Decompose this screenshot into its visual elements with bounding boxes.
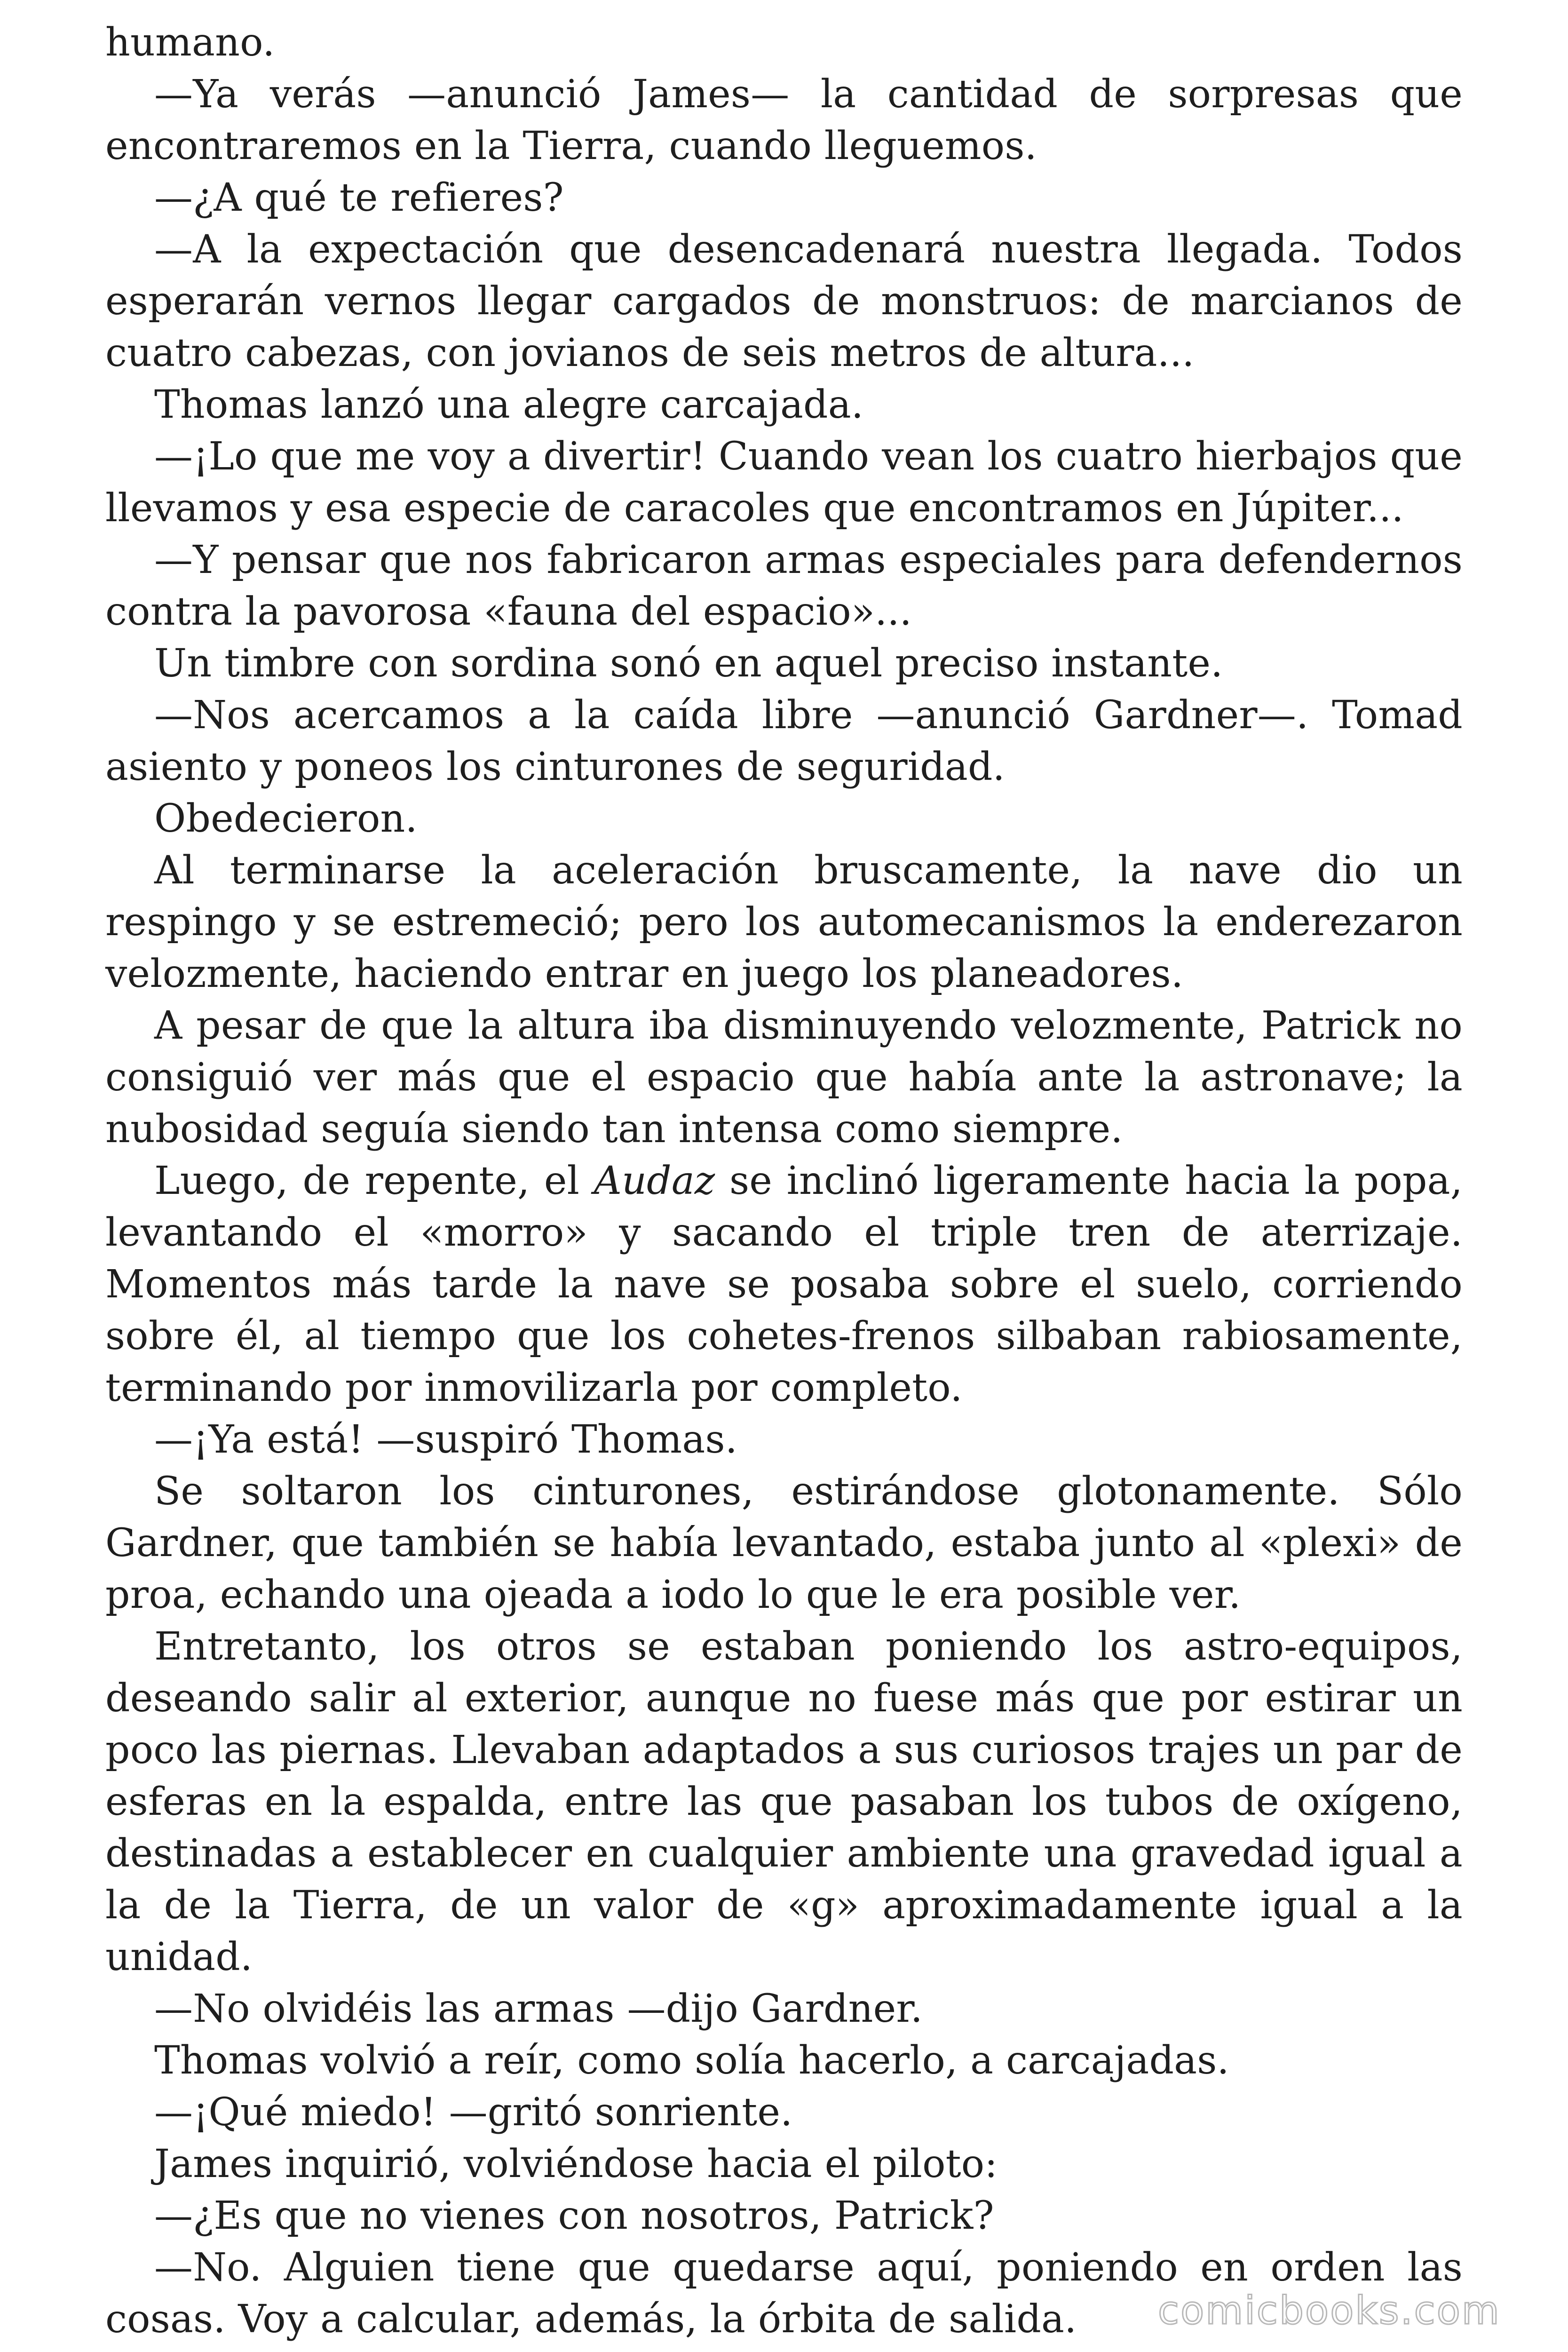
paragraph: —Y pensar que nos fabricaron armas especiales para defendernos contra la pavorosa «fauna del espacio»... bbox=[105, 538, 1463, 634]
paragraph: Un timbre con sordina sonó en aquel preciso instante. bbox=[154, 641, 1223, 686]
paragraph: —¿A qué te refieres? bbox=[154, 175, 564, 220]
paragraph: —Ya verás —anunció James— la cantidad de sorpresas que encontraremos en la Tierra, cuando lleguemos. bbox=[105, 72, 1463, 168]
paragraph: —No. Alguien tiene que quedarse aquí, poniendo en orden las cosas. Voy a calcular, además, la órbita de salida. bbox=[105, 2245, 1463, 2342]
paragraph: Thomas lanzó una alegre carcajada. bbox=[154, 382, 864, 427]
paragraph: A pesar de que la altura iba disminuyendo velozmente, Patrick no consiguió ver más que el espacio que había ante la astronave; la nubosidad seguía siendo tan intensa como siempre. bbox=[105, 1003, 1463, 1152]
paragraph: James inquirió, volviéndose hacia el piloto: bbox=[154, 2142, 998, 2186]
paragraph: Thomas volvió a reír, como solía hacerlo, a carcajadas. bbox=[154, 2038, 1229, 2083]
paragraph: —¡Ya está! —suspiró Thomas. bbox=[154, 1417, 738, 1462]
paragraph: Al terminarse la aceleración bruscamente, la nave dio un respingo y se estremeció; pero los automecanismos la enderezaron velozmente, haciendo entrar en juego los planeadores. bbox=[105, 848, 1463, 996]
paragraph: —A la expectación que desencadenará nuestra llegada. Todos esperarán vernos llegar cargados de monstruos: de marcianos de cuatro cabezas, con jovianos de seis metros de altura... bbox=[105, 227, 1463, 375]
paragraph-text: se inclinó ligeramente hacia la popa, levantando el «morro» y sacando el triple tren de aterrizaje. Momentos más tarde la nave se posaba sobre el suelo, corriendo sobre él, al tiempo que los cohetes-frenos silbaban rabiosamente, terminando por inmovilizarla por completo. bbox=[105, 1159, 1463, 1410]
paragraph: —¿Es que no vienes con nosotros, Patrick? bbox=[154, 2193, 994, 2238]
watermark-logo: comicbooks.com bbox=[1158, 2288, 1501, 2333]
paragraph: Entretanto, los otros se estaban poniendo los astro-equipos, deseando salir al exterior, aunque no fuese más que por estirar un poco las piernas. Llevaban adaptados a sus curiosos trajes un par de esferas en la espalda, entre las que pasaban los tubos de oxígeno, destinadas a establecer en cualquier ambiente una gravedad igual a la de la Tierra, de un valor de «g» aproximadamente igual a la unidad. bbox=[105, 1624, 1463, 1979]
paragraph bbox=[105, 1155, 1463, 1414]
paragraph-text: Luego, de repente, el bbox=[154, 1159, 594, 1203]
paragraph: —No olvidéis las armas —dijo Gardner. bbox=[154, 1986, 923, 2031]
paragraph: —Nos acercamos a la caída libre —anunció Gardner—. Tomad asiento y poneos los cinturones de seguridad. bbox=[105, 693, 1463, 789]
paragraph: —¡Qué miedo! —gritó sonriente. bbox=[154, 2090, 793, 2135]
paragraph: Se soltaron los cinturones, estirándose glotonamente. Sólo Gardner, que también se había levantado, estaba junto al «plexi» de proa, echando una ojeada a iodo lo que le era posible ver. bbox=[105, 1469, 1463, 1617]
paragraph: —¡Lo que me voy a divertir! Cuando vean los cuatro hierbajos que llevamos y esa especie de caracoles que encontramos en Júpiter... bbox=[105, 434, 1463, 531]
paragraph: Obedecieron. bbox=[154, 796, 418, 841]
paragraph: humano. bbox=[105, 20, 275, 65]
ship-name: Audaz bbox=[594, 1159, 715, 1203]
